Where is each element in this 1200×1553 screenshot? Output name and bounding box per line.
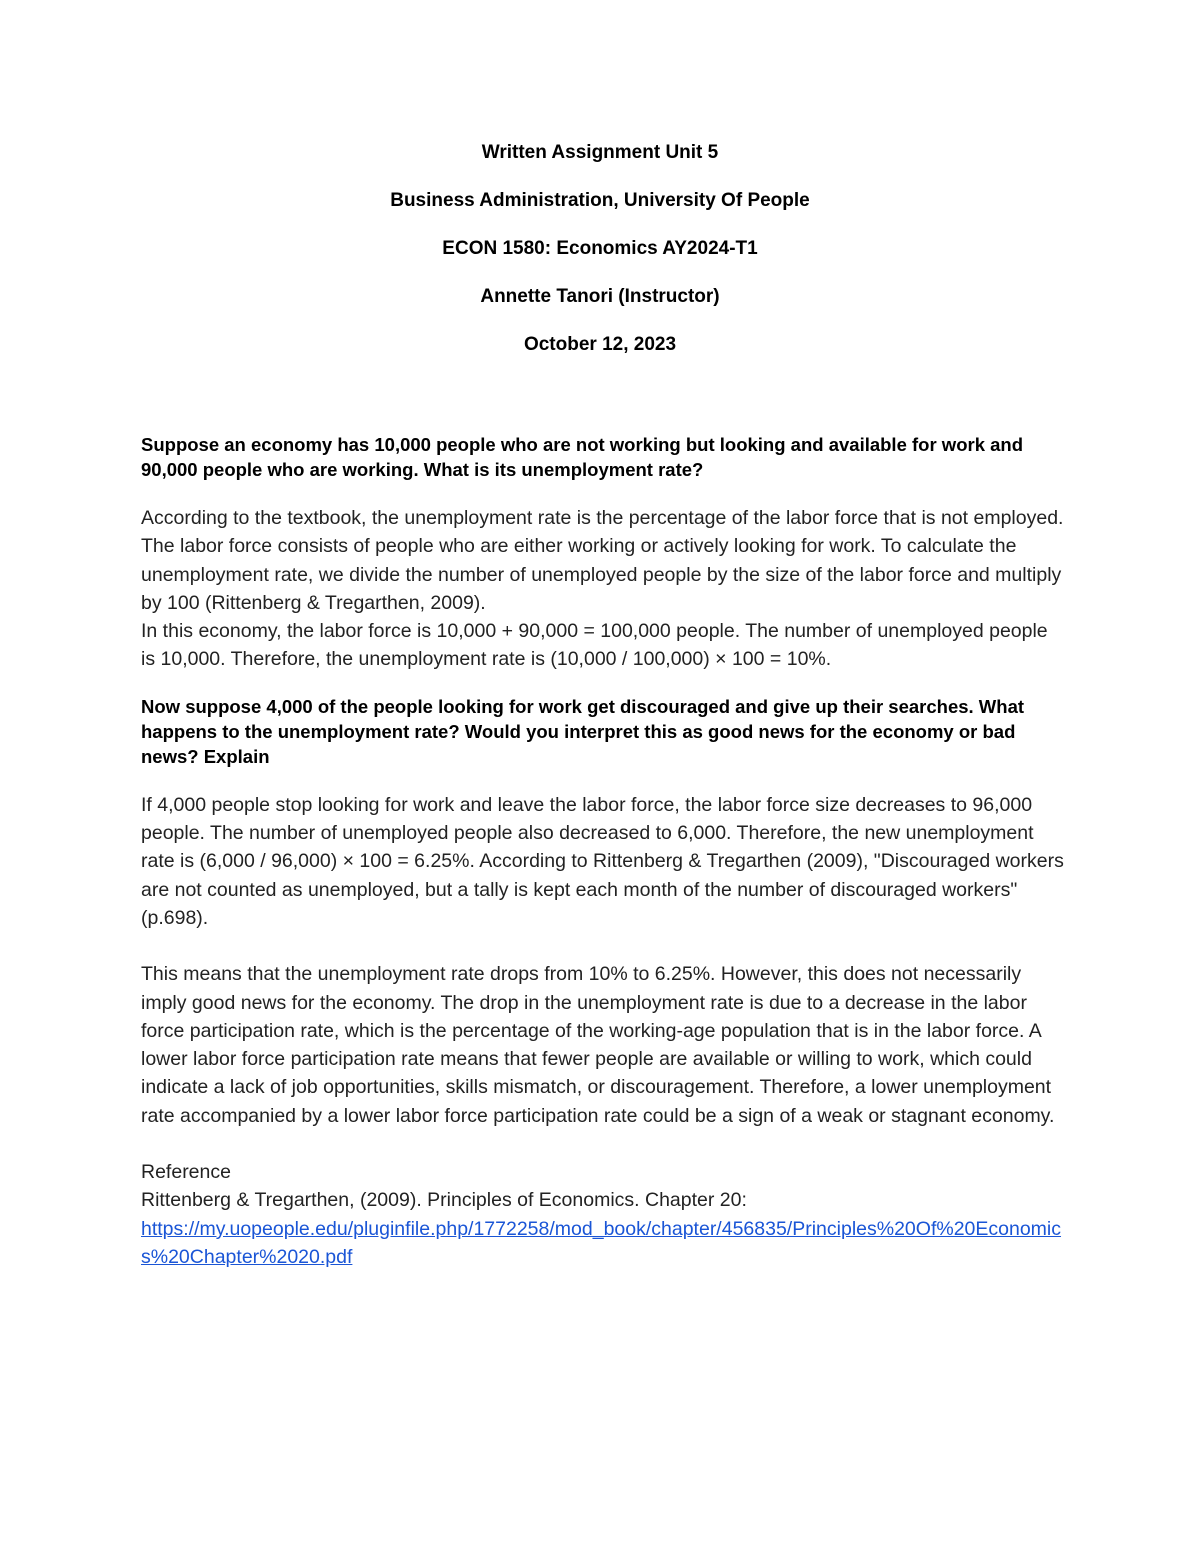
document-body (141, 432, 1066, 1271)
reference-link-wrapper (141, 1215, 1066, 1272)
reference-citation: Rittenberg & Tregarthen, (2009). Principles of Economics. Chapter 20: (141, 1189, 747, 1212)
course-line: ECON 1580: Economics AY2024-T1 (442, 238, 758, 259)
answer-1-paragraph-2: In this economy, the labor force is 10,000 + 90,000 = 100,000 people. The number of unemployed people is 10,000. Therefore, the unemployment rate is (10,000 / 100,000) × 100 = 10%. (141, 620, 1048, 671)
date-line: October 12, 2023 (523, 334, 677, 355)
answer-2-paragraph-1: If 4,000 people stop looking for work and leave the labor force, the labor force size decreases to 96,000 people. The number of unemployed people also decreased to 6,000. Therefore, the new unemployment rate is (6,000 / 96,000) × 100 = 6.25%. According to Rittenberg & Tregarthen (2009), "Discouraged workers are not counted as unemployed, but a tally is kept each month of the number of discouraged workers" (p.698). (141, 793, 1064, 929)
question-1: Suppose an economy has 10,000 people who are not working but looking and available for work and 90,000 people who are working. What is its unemployment rate? (141, 434, 1024, 480)
title-block (0, 141, 1200, 381)
program-line: Business Administration, University Of People (390, 190, 810, 211)
reference-heading: Reference (141, 1161, 231, 1184)
assignment-title: Written Assignment Unit 5 (481, 142, 719, 163)
reference-link[interactable]: https://my.uopeople.edu/pluginfile.php/1772258/mod_book/chapter/456835/Principles%20Of%20Economics%20Chapter%2020.pdf (141, 1217, 1062, 1268)
instructor-line: Annette Tanori (Instructor) (480, 286, 720, 307)
answer-2-paragraph-2: This means that the unemployment rate drops from 10% to 6.25%. However, this does not necessarily imply good news for the economy. The drop in the unemployment rate is due to a decrease in the labor force participation rate, which is the percentage of the working-age population that is in the labor force. A lower labor force participation rate means that fewer people are available or willing to work, which could indicate a lack of job opportunities, skills mismatch, or discouragement. Therefore, a lower unemployment rate accompanied by a lower labor force participation rate could be a sign of a weak or stagnant economy. (141, 963, 1055, 1127)
question-2: Now suppose 4,000 of the people looking for work get discouraged and give up their searches. What happens to the unemployment rate? Would you interpret this as good news for the economy or bad news? Explain (141, 695, 1025, 767)
answer-1-paragraph-1: According to the textbook, the unemployment rate is the percentage of the labor force that is not employed. The labor force consists of people who are either working or actively looking for work. To calculate the unemployment rate, we divide the number of unemployed people by the size of the labor force and multiply by 100 (Rittenberg & Tregarthen, 2009). (141, 507, 1064, 614)
